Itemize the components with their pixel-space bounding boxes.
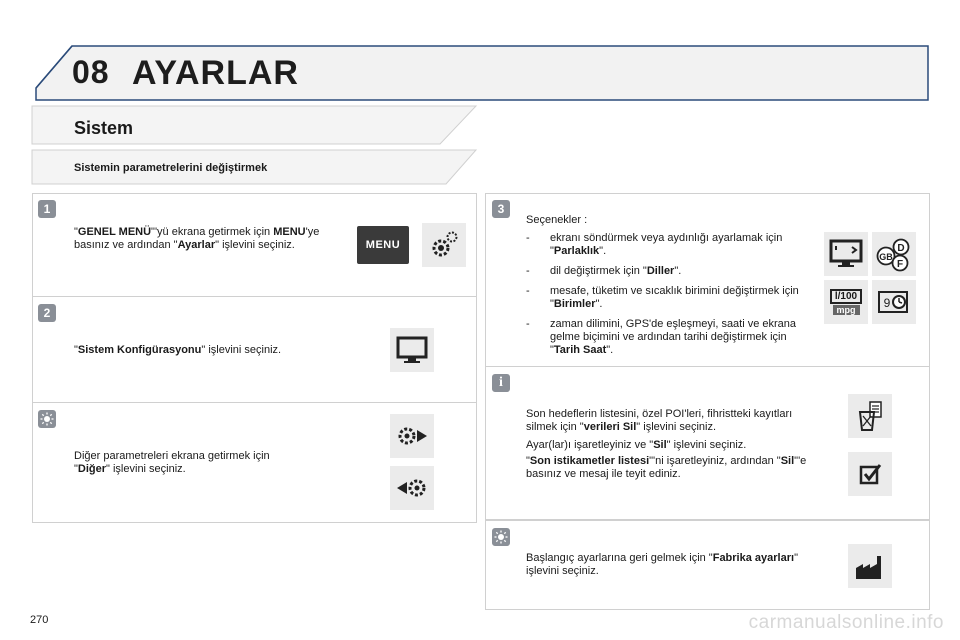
step3-intro: Seçenekler : xyxy=(526,214,588,226)
option-brightness: - ekranı söndürmek veya aydınlığı ayarlamak için "Parlaklık". xyxy=(526,232,783,257)
settings-gears-icon[interactable] xyxy=(422,223,466,267)
section-subtitle: Sistemin parametrelerini değiştirmek xyxy=(74,162,268,174)
option-units: - mesafe, tüketim ve sıcaklık birimini değiştirmek için "Birimler". xyxy=(526,285,799,310)
watermark: carmanualsonline.info xyxy=(748,612,944,633)
sun-icon xyxy=(494,530,508,544)
chapter-number: 08 xyxy=(72,54,110,90)
sun-icon xyxy=(40,412,54,426)
chapter-title: AYARLAR xyxy=(132,54,299,92)
tip1-other-label: Diğer xyxy=(77,463,107,475)
tip2-factory-settings: Fabrika ayarları xyxy=(712,552,795,564)
info-badge: i xyxy=(492,374,510,392)
info-paragraph-2: Ayar(lar)ı işaretleyiniz ve "Sil" işlevini seçiniz. xyxy=(526,439,747,451)
trash-icon[interactable] xyxy=(848,394,892,438)
step2-system-config: Sistem Konfigürasyonu xyxy=(77,344,202,356)
tip2-text: Başlangıç ayarlarına geri gelmek için "Fabrika ayarları" işlevini seçiniz. xyxy=(526,552,798,577)
step1-general-menu: GENEL MENÜ xyxy=(77,226,152,238)
factory-icon[interactable] xyxy=(848,544,892,588)
units-top-label: l/100 xyxy=(830,289,862,304)
tip-badge xyxy=(38,410,56,428)
step-badge-3: 3 xyxy=(492,200,510,218)
info-paragraph-1: Son hedeflerin listesini, özel POI'leri, fihristteki kayıtları silmek için "verileri Sil" işlevini seçiniz. xyxy=(526,408,793,433)
info-delete: Sil xyxy=(653,439,667,451)
step2-text: "Sistem Konfigürasyonu" işlevini seçiniz. xyxy=(74,344,282,356)
language-flags-icon[interactable] xyxy=(872,232,916,276)
step-badge-2: 2 xyxy=(38,304,56,322)
menu-button-label: MENU xyxy=(365,239,401,251)
units-icon[interactable] xyxy=(824,280,868,324)
step1-menu-key: MENU xyxy=(273,226,306,238)
svg-text:9: 9 xyxy=(883,296,891,310)
divider xyxy=(32,402,476,403)
tip-badge xyxy=(492,528,510,546)
info-paragraph-3: "Son istikametler listesi"'ni işaretleyiniz, ardından "Sil"'e basınız ve mesaj ile teyit ediniz. xyxy=(526,455,807,480)
info-delete-2: Sil xyxy=(780,455,795,467)
page-number: 270 xyxy=(30,614,49,626)
brightness-icon[interactable] xyxy=(824,232,868,276)
step1-text: "GENEL MENÜ"'yü ekrana getirmek için MENU'ye basınız ve ardından "Ayarlar" işlevini seçiniz. xyxy=(74,226,320,251)
gear-forward-icon[interactable] xyxy=(390,414,434,458)
section-title: Sistem xyxy=(74,118,134,138)
gear-back-icon[interactable] xyxy=(390,466,434,510)
lang-d-label: D xyxy=(897,243,905,254)
section-title-bar xyxy=(0,100,960,190)
date-time-icon[interactable] xyxy=(872,280,916,324)
step3-options xyxy=(526,232,808,364)
option-date-time: - zaman dilimini, GPS'de eşleşmeyi, saati ve ekrana gelme biçimini ve ardından tarihi değiştirmek için "Tarih Saat". xyxy=(526,318,797,356)
checkbox-icon[interactable] xyxy=(848,452,892,496)
lang-gb-label: GB xyxy=(879,252,893,262)
info-last-destinations: Son istikametler listesi xyxy=(529,455,650,467)
info-delete-data: verileri Sil xyxy=(583,421,637,433)
step-badge-1: 1 xyxy=(38,200,56,218)
menu-button[interactable] xyxy=(357,226,409,264)
step1-settings-label: Ayarlar xyxy=(177,239,216,251)
units-bottom-label: mpg xyxy=(833,305,860,315)
lang-f-label: F xyxy=(896,259,904,270)
tip1-text: Diğer parametreleri ekrana getirmek için "Diğer" işlevini seçiniz. xyxy=(74,450,270,475)
divider xyxy=(32,296,476,297)
option-languages: - dil değiştirmek için "Diller". xyxy=(526,265,682,277)
monitor-icon[interactable] xyxy=(390,328,434,372)
